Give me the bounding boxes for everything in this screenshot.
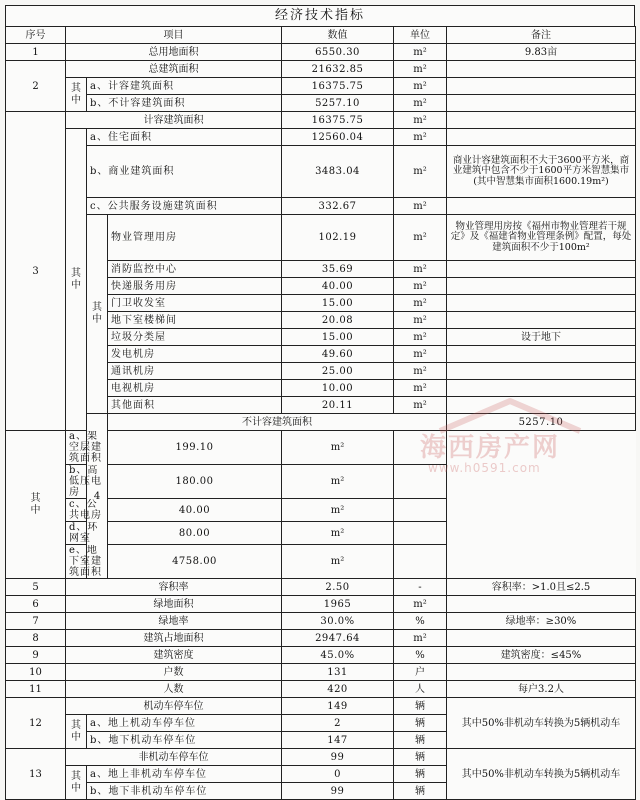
item-cell: 容积率 [66,579,282,596]
unit-cell: m² [394,129,447,146]
item-cell: 总用地面积 [66,44,282,61]
seq-cell: 13 [6,749,66,800]
note-cell [447,630,636,647]
note-cell: 容积率：>1.0且≤2.5 [447,579,636,596]
note-cell [447,198,636,215]
table-row [6,431,636,465]
unit-cell: 辆 [394,783,447,800]
note-cell [394,499,447,522]
item-cell: c、公共电房 [66,499,108,522]
qizhong-label: 其 中 [66,715,87,749]
seq-cell: 5 [6,579,66,596]
unit-cell: m² [394,95,447,112]
unit-cell: m² [394,630,447,647]
note-cell [447,312,636,329]
note-cell [447,295,636,312]
table-row [6,78,636,95]
table-row [6,499,636,522]
value-cell: 16375.75 [282,78,394,95]
seq-cell: 8 [6,630,66,647]
unit-cell: m² [394,44,447,61]
seq-cell: 1 [6,44,66,61]
note-cell: 9.83亩 [447,44,636,61]
note-cell [447,129,636,146]
item-cell: 其他面积 [108,397,282,414]
value-cell: 21632.85 [282,61,394,78]
value-cell: 102.19 [282,215,394,261]
item-cell: 通讯机房 [108,363,282,380]
unit-cell: m² [394,380,447,397]
header-note: 备注 [447,27,636,44]
value-cell: 2.50 [282,579,394,596]
unit-cell: m² [282,522,394,545]
value-cell: 45.0% [282,647,394,664]
value-cell: 10.00 [282,380,394,397]
seq-cell: 10 [6,664,66,681]
value-cell: 3483.04 [282,146,394,198]
value-cell: 147 [282,732,394,749]
indicator-table-container [5,5,635,800]
table-row [6,681,636,698]
item-cell: a、地上机动车停车位 [87,715,282,732]
note-cell [447,380,636,397]
note-cell [447,346,636,363]
unit-cell: m² [282,431,394,465]
seq-cell: 6 [6,596,66,613]
value-cell: 40.00 [108,499,282,522]
value-cell: 12560.04 [282,129,394,146]
value-cell: 99 [282,783,394,800]
unit-cell: 辆 [394,715,447,732]
indicator-table [5,26,636,800]
qizhong-label: 其 中 [66,129,87,431]
unit-cell: m² [394,78,447,95]
table-row [6,129,636,146]
unit-cell: m² [394,112,447,129]
unit-cell: 辆 [394,732,447,749]
unit-cell: m² [282,545,394,579]
unit-cell: m² [394,312,447,329]
unit-cell: m² [394,278,447,295]
header-unit: 单位 [394,27,447,44]
seq-cell: 2 [6,61,66,112]
unit-cell: 户 [394,664,447,681]
item-cell: b、高低压电房 [66,465,108,499]
value-cell: 5257.10 [282,95,394,112]
item-cell: 总建筑面积 [66,61,282,78]
table-row [6,198,636,215]
table-row [6,698,636,715]
value-cell: 420 [282,681,394,698]
note-cell [447,278,636,295]
note-cell [447,61,636,78]
seq-cell: 9 [6,647,66,664]
table-row [6,61,636,78]
table-row [6,95,636,112]
value-cell: 30.0% [282,613,394,630]
item-cell: a、架空层建筑面积 [66,431,108,465]
item-cell: 不计容建筑面积 [108,414,447,431]
unit-cell: 辆 [394,766,447,783]
item-cell: 计容建筑面积 [66,112,282,129]
note-cell [394,522,447,545]
seq-cell: 3 [6,112,66,431]
item-cell: 非机动车停车位 [66,749,282,766]
table-row [6,215,636,261]
item-cell: 物业管理用房 [108,215,282,261]
table-row [6,579,636,596]
header-seq: 序号 [6,27,66,44]
value-cell: 15.00 [282,295,394,312]
note-cell [447,261,636,278]
unit-cell: m² [394,215,447,261]
value-cell: 16375.75 [282,112,394,129]
value-cell: 35.69 [282,261,394,278]
unit-cell: 辆 [394,749,447,766]
note-cell [447,95,636,112]
unit-cell: m² [282,465,394,499]
item-cell: d、环网室 [66,522,108,545]
unit-cell: 辆 [394,698,447,715]
seq-cell: 11 [6,681,66,698]
value-cell: 25.00 [282,363,394,380]
unit-cell: m² [394,295,447,312]
item-cell: 建筑密度 [66,647,282,664]
item-cell: e、地下室建筑面积 [66,545,108,579]
item-cell: 电视机房 [108,380,282,397]
watermark-brand: 海西房产网 [420,433,561,463]
note-cell: 建筑密度：≤45% [447,647,636,664]
table-row [6,112,636,129]
header-row [6,27,636,44]
value-cell: 49.60 [282,346,394,363]
item-cell: 建筑占地面积 [66,630,282,647]
note-cell [394,465,447,499]
value-cell: 40.00 [282,278,394,295]
table-row [6,414,636,431]
item-cell: b、商业建筑面积 [87,146,282,198]
note-cell: 其中50%非机动车转换为5辆机动车 [447,698,636,749]
table-row [6,749,636,766]
table-row [6,596,636,613]
value-cell: 6550.30 [282,44,394,61]
note-cell [447,363,636,380]
value-cell: 149 [282,698,394,715]
value-cell: 4758.00 [108,545,282,579]
value-cell: 5257.10 [447,414,636,431]
unit-cell: m² [394,596,447,613]
item-cell: a、计容建筑面积 [87,78,282,95]
value-cell: 180.00 [108,465,282,499]
header-value: 数值 [282,27,394,44]
note-cell: 物业管理用房按《福州市物业管理若干规定》及《福建省物业管理条例》配置，每处建筑面积不少于100m² [447,215,636,261]
header-item: 项目 [66,27,282,44]
item-cell: 消防监控中心 [108,261,282,278]
value-cell: 2 [282,715,394,732]
item-cell: 人数 [66,681,282,698]
item-cell: 快递服务用房 [108,278,282,295]
unit-cell: 人 [394,681,447,698]
value-cell: 99 [282,749,394,766]
note-cell [447,397,636,414]
item-cell: 门卫收发室 [108,295,282,312]
table-row [6,44,636,61]
item-cell: 绿地率 [66,613,282,630]
value-cell: 80.00 [108,522,282,545]
value-cell: 20.08 [282,312,394,329]
item-cell: b、地下非机动车停车位 [87,783,282,800]
note-cell [447,112,636,129]
item-cell: 机动车停车位 [66,698,282,715]
table-row [6,647,636,664]
note-cell: 商业计容建筑面积不大于3600平方米，商业建筑中包含不少于1600平方米智慧集市(其中智慧集市面积1600.19m²) [447,146,636,198]
note-cell: 每户3.2人 [447,681,636,698]
note-cell [447,596,636,613]
watermark-url: www.h0591.com [428,461,541,475]
value-cell: 20.11 [282,397,394,414]
item-cell: 户数 [66,664,282,681]
qizhong-label: 其 中 [6,431,66,579]
seq-cell: 12 [6,698,66,749]
qizhong-label: 其 中 [87,215,108,414]
value-cell: 332.67 [282,198,394,215]
unit-cell: m² [394,329,447,346]
note-cell [394,431,447,465]
item-cell: b、不计容建筑面积 [87,95,282,112]
table-row [6,146,636,198]
value-cell: 199.10 [108,431,282,465]
unit-cell: m² [394,261,447,278]
note-cell [447,78,636,95]
item-cell: c、公共服务设施建筑面积 [87,198,282,215]
seq-cell: 4 [87,414,108,579]
item-cell: 垃圾分类屋 [108,329,282,346]
table-row [6,613,636,630]
table-row [6,522,636,545]
unit-cell: % [394,647,447,664]
table-row [6,545,636,579]
note-cell [447,664,636,681]
unit-cell: - [394,579,447,596]
note-cell: 其中50%非机动车转换为5辆机动车 [447,749,636,800]
table-row [6,664,636,681]
unit-cell: m² [394,397,447,414]
seq-cell: 7 [6,613,66,630]
unit-cell: m² [282,499,394,522]
unit-cell: % [394,613,447,630]
item-cell: 发电机房 [108,346,282,363]
value-cell: 1965 [282,596,394,613]
value-cell: 15.00 [282,329,394,346]
item-cell: b、地下机动车停车位 [87,732,282,749]
unit-cell: m² [394,61,447,78]
value-cell: 2947.64 [282,630,394,647]
unit-cell: m² [394,346,447,363]
qizhong-label: 其 中 [66,766,87,800]
table-title: 经济技术指标 [5,5,635,26]
note-cell: 设于地下 [447,329,636,346]
qizhong-label: 其 中 [66,78,87,112]
unit-cell: m² [394,146,447,198]
value-cell: 0 [282,766,394,783]
note-cell: 绿地率：≥30% [447,613,636,630]
item-cell: a、地上非机动车停车位 [87,766,282,783]
item-cell: a、住宅面积 [87,129,282,146]
note-cell [394,545,447,579]
unit-cell: m² [394,198,447,215]
value-cell: 131 [282,664,394,681]
table-row [6,630,636,647]
item-cell: 地下室楼梯间 [108,312,282,329]
item-cell: 绿地面积 [66,596,282,613]
unit-cell: m² [394,363,447,380]
